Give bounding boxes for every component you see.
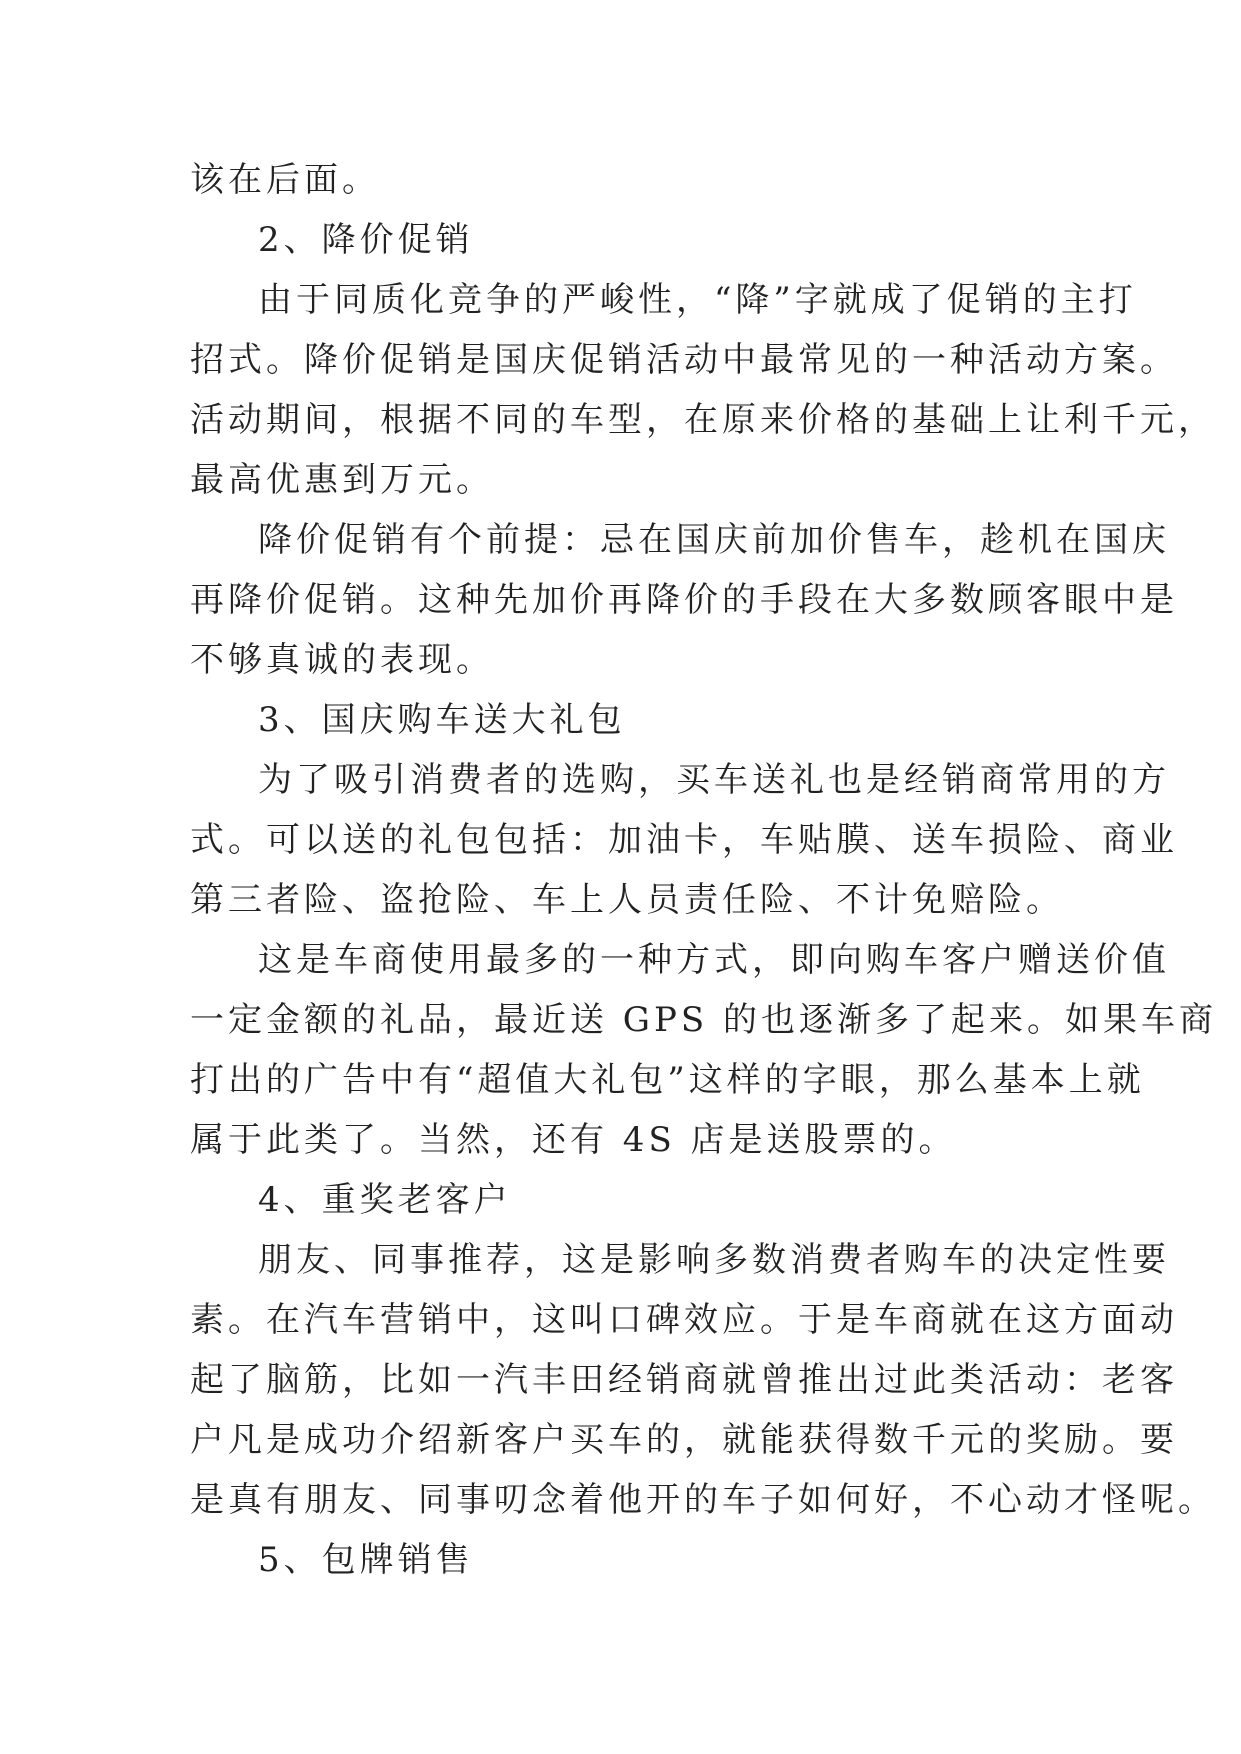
text-line: 为了吸引消费者的选购，买车送礼也是经销商常用的方 [258,760,1170,800]
text-line: 这是车商使用最多的一种方式，即向购车客户赠送价值 [258,940,1170,980]
text-line: 是真有朋友、同事叨念着他开的车子如何好，不心动才怪呢。 [190,1480,1216,1520]
text-line: 式。可以送的礼包包括：加油卡，车贴膜、送车损险、商业 [190,820,1178,860]
text-line: 户凡是成功介绍新客户买车的，就能获得数千元的奖励。要 [190,1420,1178,1460]
text-line: 不够真诚的表现。 [190,640,494,680]
text-line: 招式。降价促销是国庆促销活动中最常见的一种活动方案。 [190,340,1178,380]
text-line: 该在后面。 [190,160,380,200]
text-line: 4、重奖老客户 [258,1180,512,1220]
text-line: 5、包牌销售 [258,1540,474,1580]
text-line: 最高优惠到万元。 [190,460,494,500]
text-line: 2、降价促销 [258,220,474,260]
text-line: 活动期间，根据不同的车型，在原来价格的基础上让利千元， [190,400,1216,440]
text-line: 打出的广告中有“超值大礼包”这样的字眼，那么基本上就 [190,1060,1145,1100]
text-line: 3、国庆购车送大礼包 [258,700,626,740]
text-line: 属于此类了。当然，还有 4S 店是送股票的。 [190,1120,957,1160]
text-line: 第三者险、盗抢险、车上人员责任险、不计免赔险。 [190,880,1064,920]
text-line: 朋友、同事推荐，这是影响多数消费者购车的决定性要 [258,1240,1170,1280]
text-line: 由于同质化竞争的严峻性，“降”字就成了促销的主打 [258,280,1137,320]
text-line: 降价促销有个前提：忌在国庆前加价售车，趁机在国庆 [258,520,1170,560]
text-line: 素。在汽车营销中，这叫口碑效应。于是车商就在这方面动 [190,1300,1178,1340]
text-line: 一定金额的礼品，最近送 GPS 的也逐渐多了起来。如果车商 [190,1000,1217,1040]
text-line: 起了脑筋，比如一汽丰田经销商就曾推出过此类活动：老客 [190,1360,1178,1400]
document-body [190,150,1217,1590]
text-line: 再降价促销。这种先加价再降价的手段在大多数顾客眼中是 [190,580,1178,620]
